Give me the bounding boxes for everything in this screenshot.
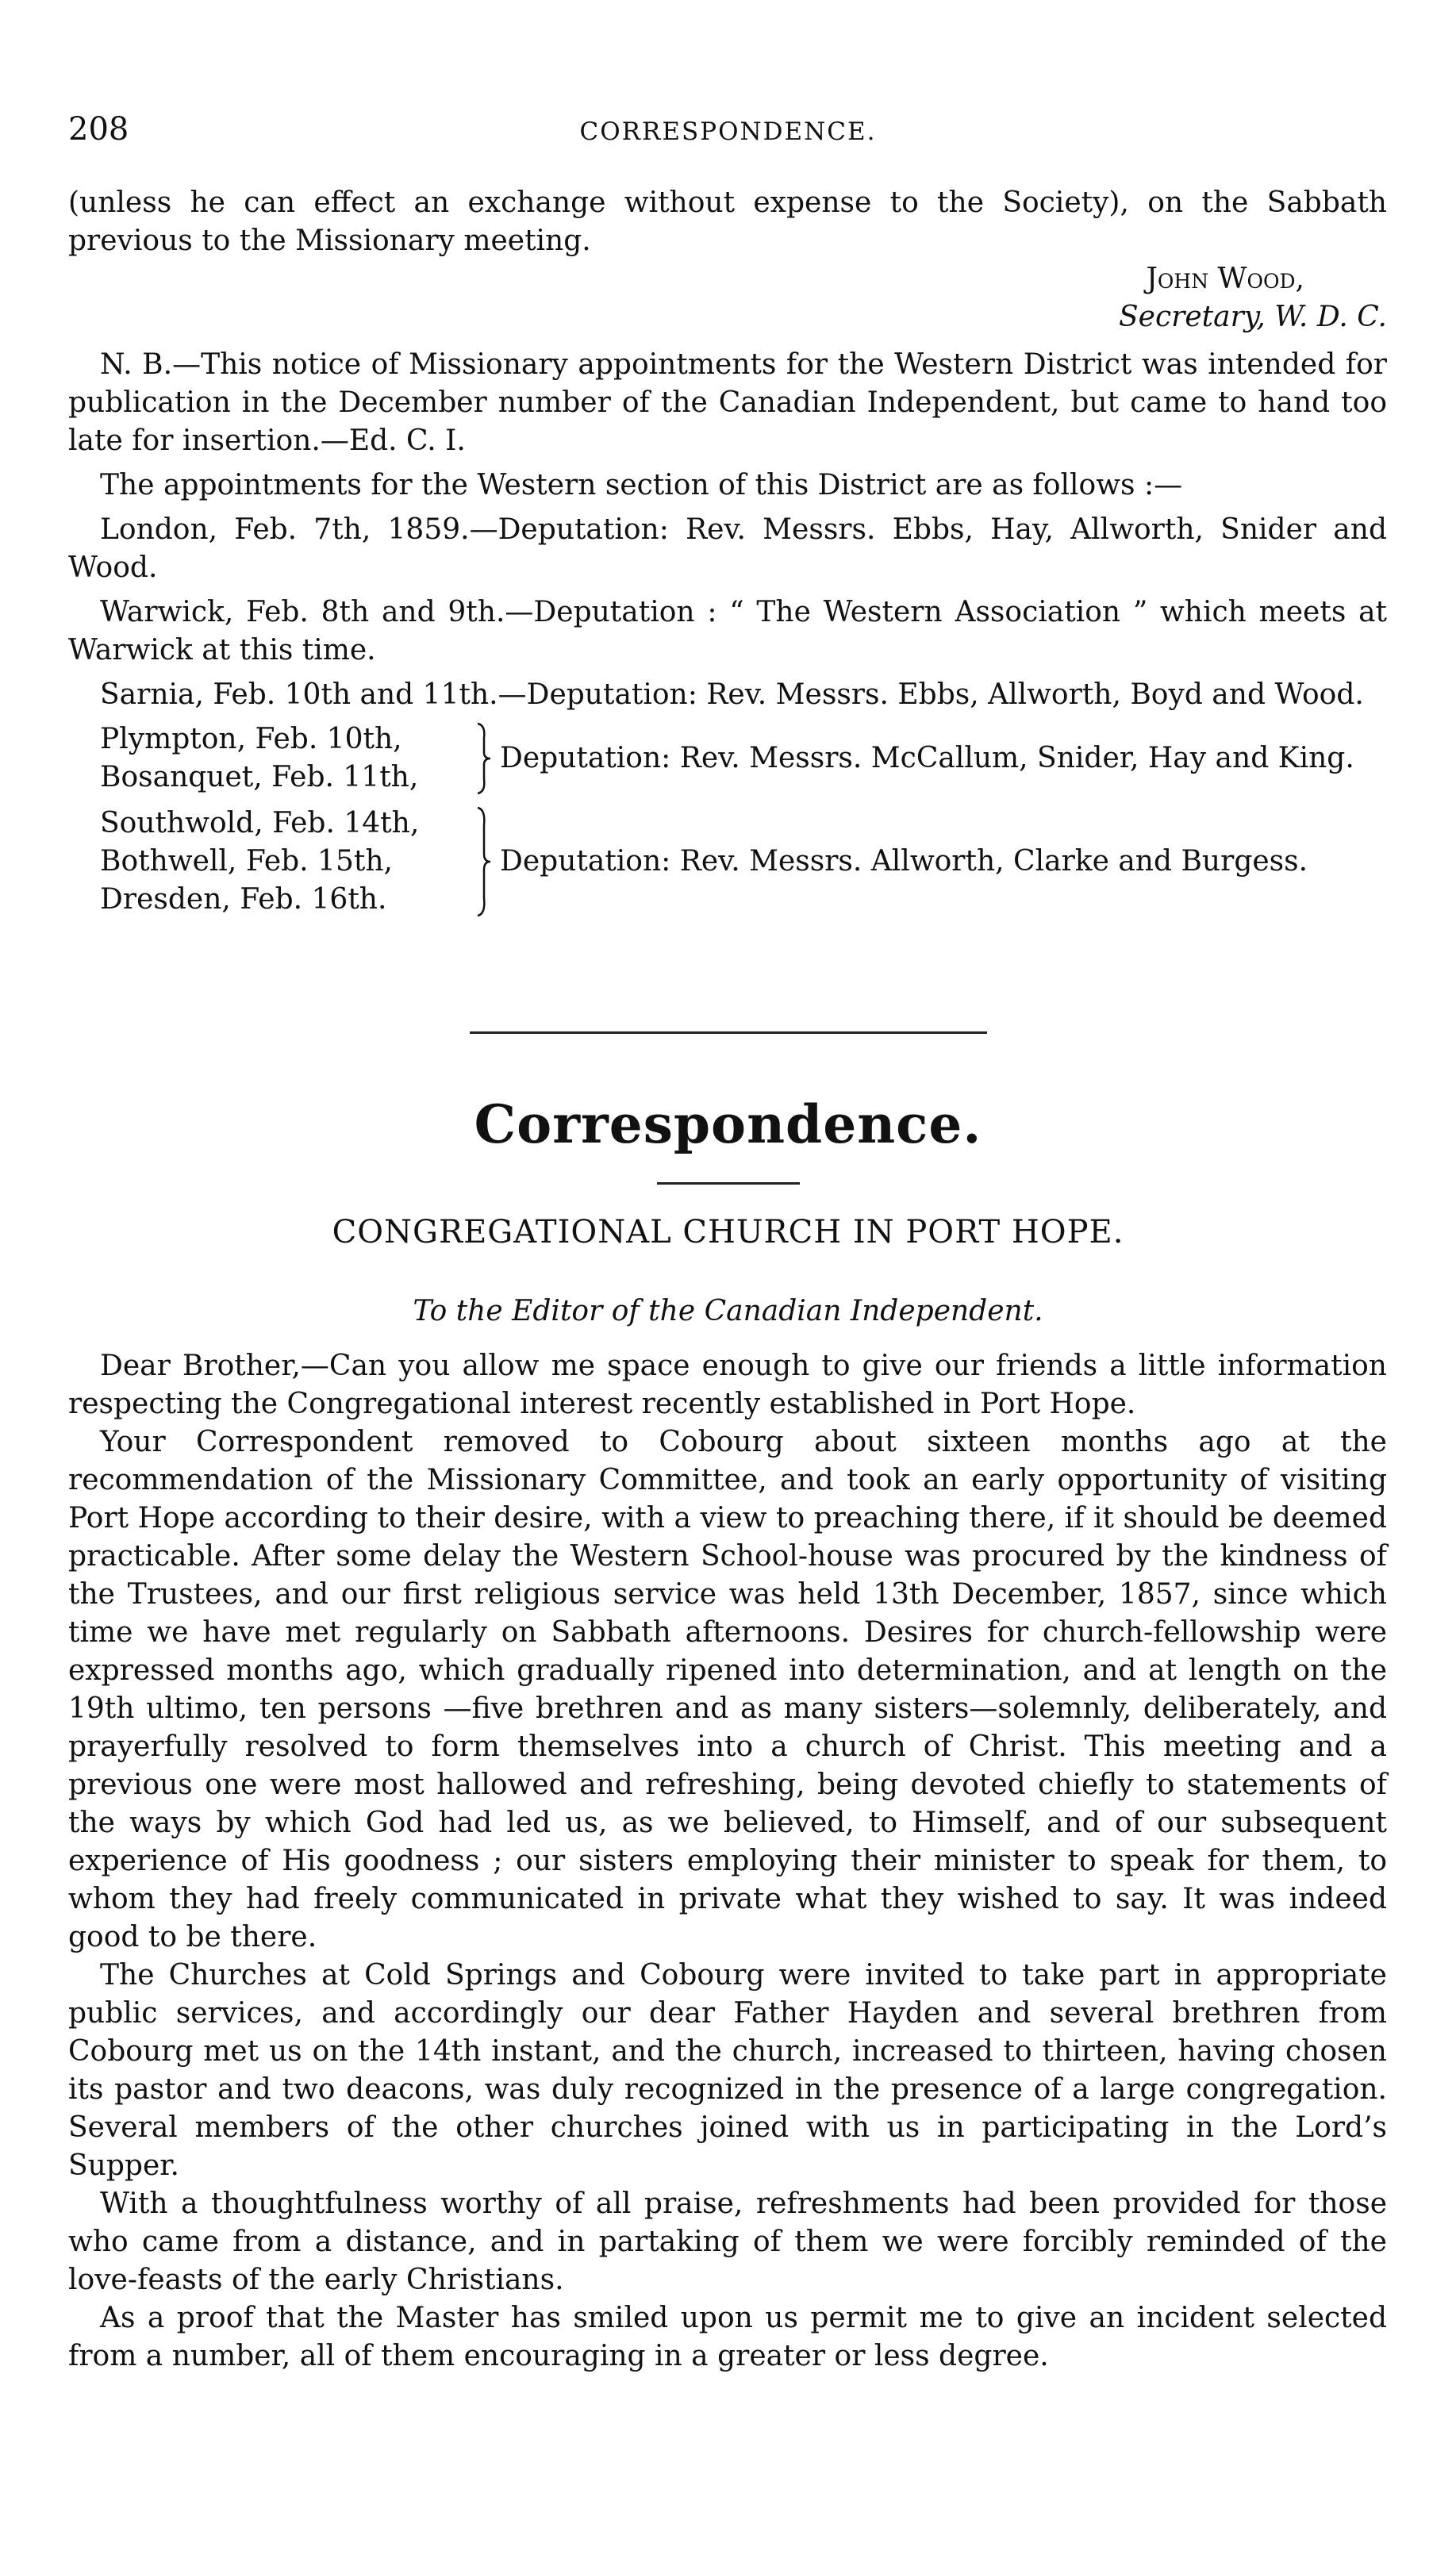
nb-note: N. B.—This notice of Missionary appointments for the Western District was intended for publication in the December number of the Canadian Independent, but came to hand too late for insertion.—Ed. C. I. [68,348,1387,457]
article-paragraph: As a proof that the Master has smiled upon us permit me to give an incident selected from a number, all of them encouraging in a greater or less degree. [68,2302,1387,2372]
article-paragraph: Dear Brother,—Can you allow me space enough to give our friends a little information respecting the Congregational interest recently established in Port Hope. [68,1350,1387,1420]
group-places [68,805,473,919]
article-paragraph: The Churches at Cold Springs and Cobourg were invited to take part in appropriate public services, and accordingly our dear Father Hayden and several brethren from Cobourg met us on the 14th instant, and the church, increased to thirteen, having chosen its pastor and two deacons, was duly recognized in the presence of a large congregation. Several members of the other churches joined with us in participating in the Lord’s Supper. [68,1959,1387,2182]
article-body [68,1347,1387,2376]
signature-name: John Wood, [1146,263,1304,295]
notice-signature [68,260,1387,336]
title-rule [657,1182,800,1185]
group-deputation: Deputation: Rev. Messrs. McCallum, Snider, Hay and King. [500,742,1354,774]
place-line: Southwold, Feb. 14th, [100,807,420,839]
missionary-notice [68,184,1387,925]
brace-icon [473,806,494,917]
section-title: Correspondence. [474,1093,982,1155]
appointment-sarnia: Sarnia, Feb. 10th and 11th.—Deputation: Rev. Messrs. Ebbs, Allworth, Boyd and Wood. [100,678,1364,711]
place-line: Bosanquet, Feb. 11th, [100,761,419,793]
page-header [68,111,1388,156]
article-addressee: To the Editor of the Canadian Independent. [413,1295,1043,1327]
appointment-london: London, Feb. 7th, 1859.—Deputation: Rev. Messrs. Ebbs, Hay, Allworth, Snider and Wood. [68,513,1387,584]
article-title: CONGREGATIONAL CHURCH IN PORT HOPE. [332,1214,1124,1250]
appointment-group-southwold [68,805,1387,919]
appointments-intro: The appointments for the Western section of this District are as follows :— [100,469,1183,501]
place-line: Plympton, Feb. 10th, [100,723,402,755]
article-paragraph: With a thoughtfulness worthy of all praise, refreshments had been provided for those who came from a distance, and in partaking of them we were forcibly reminded of the love-feasts of the early Christians. [68,2187,1387,2296]
page-number: 208 [68,111,129,148]
section-divider [470,1031,987,1034]
running-head: CORRESPONDENCE. [579,117,877,146]
notice-continuation: (unless he can effect an exchange without expense to the Society), on the Sabbath previous to the Missionary meeting. [68,186,1387,257]
signature-title: Secretary, W. D. C. [1119,301,1387,333]
appointment-group-plympton [68,720,1387,797]
appointment-warwick: Warwick, Feb. 8th and 9th.—Deputation : “ The Western Association ” which meets at Warwick at this time. [68,596,1387,666]
brace-icon [473,722,494,795]
article-paragraph: Your Correspondent removed to Cobourg about sixteen months ago at the recommendation of the Missionary Committee, and took an early opportunity of visiting Port Hope according to their desire, with a view to preaching there, if it should be deemed practicable. After some delay the Western School-house was procured by the kindness of the Trustees, and our first religious service was held 13th December, 1857, since which time we have met regularly on Sabbath afternoons. Desires for church-fellowship were expressed months ago, which gradually ripened into determination, and at length on the 19th ultimo, ten persons —five brethren and as many sisters—solemnly, deliberately, and prayerfully resolved to form themselves into a church of Christ. This meeting and a previous one were most hallowed and refreshing, being devoted chiefly to statements of the ways by which God had led us, as we believed, to Himself, and of our subsequent experience of His goodness ; our sisters employing their minister to speak for them, to whom they had freely communicated in private what they wished to say. It was indeed good to be there. [68,1426,1387,1953]
place-line: Bothwell, Feb. 15th, [100,845,393,878]
place-line: Dresden, Feb. 16th. [100,883,387,916]
group-deputation: Deputation: Rev. Messrs. Allworth, Clarke and Burgess. [500,845,1308,878]
group-places [68,720,473,797]
